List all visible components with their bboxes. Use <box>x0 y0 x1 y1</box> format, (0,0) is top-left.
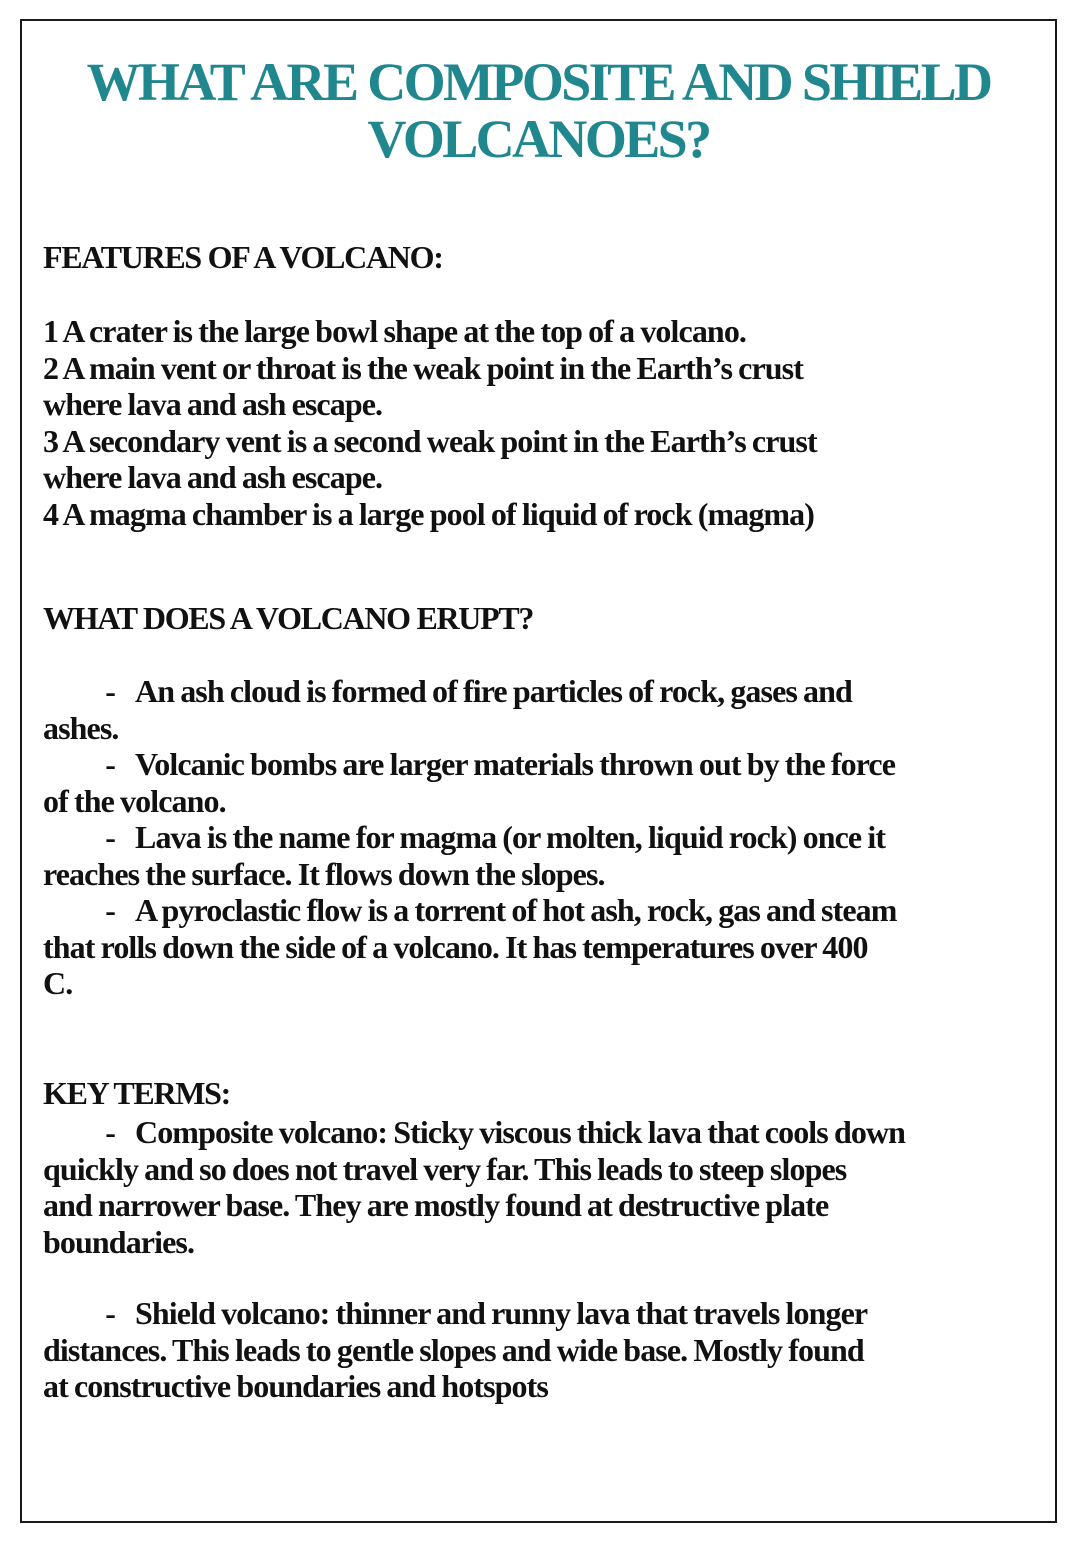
list-item-text: of the volcano. <box>43 782 226 819</box>
key-terms-heading: KEY TERMS: <box>43 1075 231 1111</box>
title-line-1: WHAT ARE COMPOSITE AND SHIELD <box>86 52 991 112</box>
key-term-text: and narrower base. They are mostly found at destructive plate <box>43 1187 829 1223</box>
features-list <box>43 313 817 532</box>
title-line-2: VOLCANOES? <box>367 109 710 169</box>
list-item-text: that rolls down the side of a volcano. It has temperatures over 400 <box>43 928 868 965</box>
key-term-composite <box>43 1114 905 1260</box>
feature-line: where lava and ash escape. <box>43 386 383 422</box>
list-item-text: C. <box>43 965 73 1001</box>
list-item-text: Lava is the name for magma (or molten, liquid rock) once it <box>135 819 886 855</box>
key-term-text: boundaries. <box>43 1223 195 1260</box>
list-item-text: A pyroclastic flow is a torrent of hot ash, rock, gas and steam <box>135 892 897 928</box>
bullet-dash: - <box>105 673 115 709</box>
key-term-text: distances. This leads to gentle slopes and wide base. Mostly found <box>43 1331 864 1368</box>
key-term-text: Shield volcano: thinner and runny lava that travels longer <box>135 1295 868 1331</box>
feature-line: 3 A secondary vent is a second weak point in the Earth’s crust <box>43 422 817 459</box>
erupt-heading: WHAT DOES A VOLCANO ERUPT? <box>43 600 534 636</box>
list-item <box>43 746 897 819</box>
bullet-dash: - <box>105 1114 115 1150</box>
page-title <box>20 54 1057 168</box>
features-heading: FEATURES OF A VOLCANO: <box>43 239 443 275</box>
list-item-text: reaches the surface. It flows down the slopes. <box>43 855 605 892</box>
key-term-shield <box>43 1295 867 1405</box>
key-term-text: quickly and so does not travel very far. This leads to steep slopes <box>43 1150 847 1187</box>
list-item-text: ashes. <box>43 709 119 746</box>
list-item-text: Volcanic bombs are larger materials thrown out by the force <box>135 746 896 782</box>
key-term-text: at constructive boundaries and hotspots <box>43 1368 548 1404</box>
erupt-list <box>43 673 897 1002</box>
list-item <box>43 673 897 746</box>
bullet-dash: - <box>105 819 115 855</box>
bullet-dash: - <box>105 746 115 782</box>
feature-line: where lava and ash escape. <box>43 459 383 495</box>
bullet-dash: - <box>105 892 115 928</box>
feature-line: 2 A main vent or throat is the weak point in the Earth’s crust <box>43 349 803 386</box>
key-term-text: Composite volcano: Sticky viscous thick lava that cools down <box>135 1114 906 1150</box>
list-item <box>43 819 897 892</box>
list-item <box>43 892 897 1002</box>
feature-line: 4 A magma chamber is a large pool of liquid of rock (magma) <box>43 495 815 532</box>
feature-line: 1 A crater is the large bowl shape at the top of a volcano. <box>43 313 747 349</box>
list-item-text: An ash cloud is formed of fire particles of rock, gases and <box>135 673 852 709</box>
bullet-dash: - <box>105 1295 115 1331</box>
